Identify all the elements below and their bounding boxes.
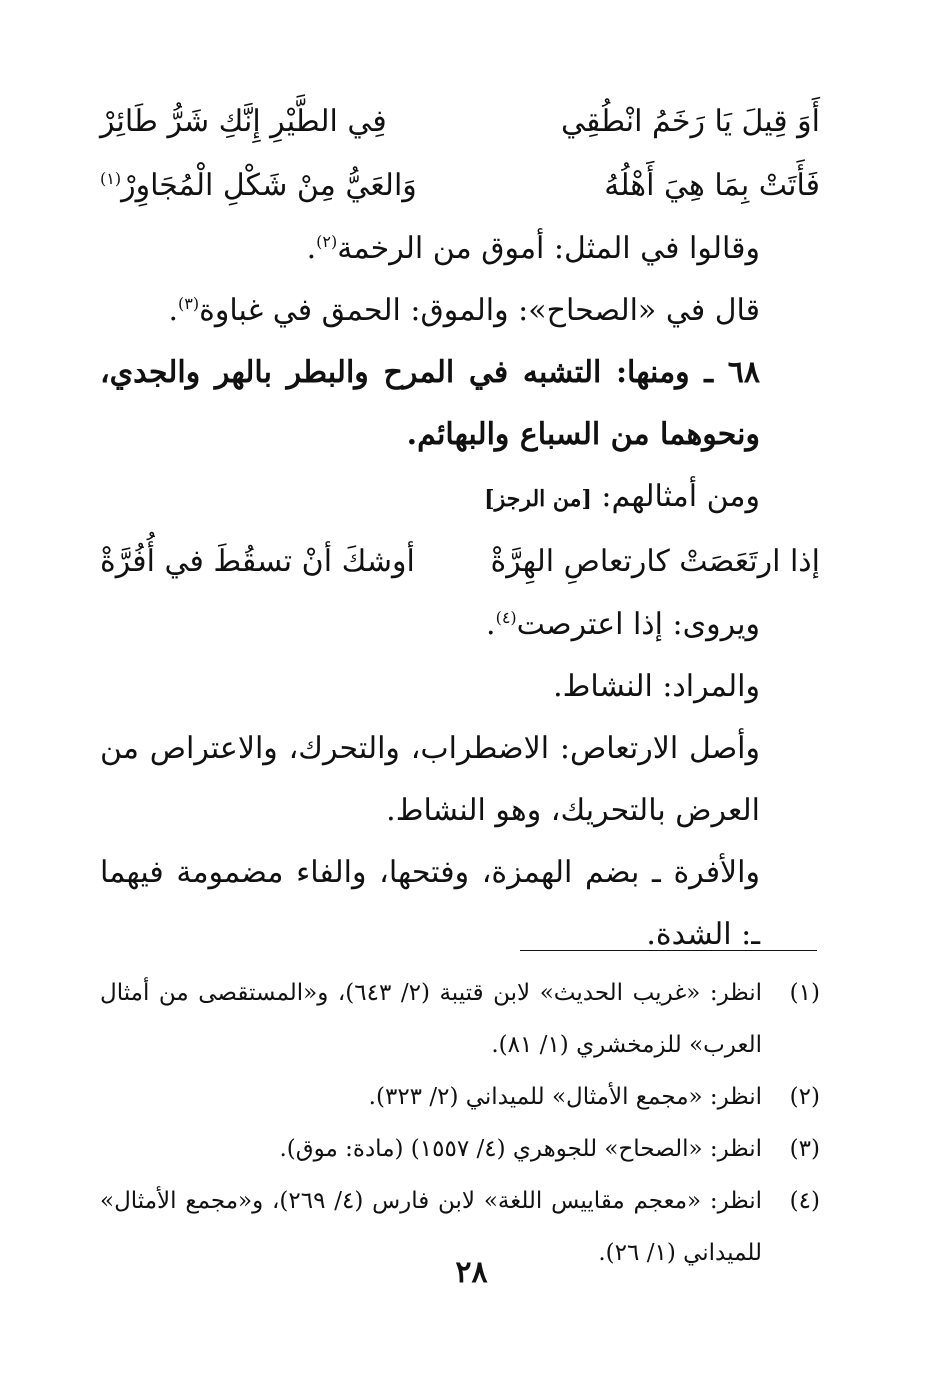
footnote-spacer [100, 935, 820, 967]
footnote-number: (٣) [789, 1136, 820, 1162]
paragraph: والأفرة ـ بضم الهمزة، وفتحها، والفاء مضمومة فيهما ـ: الشدة. [100, 855, 760, 952]
verse-first-hemistich: فَأَتَتْ بِمَا هِيَ أَهْلُهُ [604, 168, 820, 203]
footnote-text: انظر: «غريب الحديث» لابن قتيبة (٢/ ٦٤٣)، و«المستقصى من أمثال العرب» للزمخشري (١/ ٨١). [100, 980, 763, 1058]
paragraph: وأصل الارتعاص: الاضطراب، والتحرك، والاعتراص من العرض بالتحريك، وهو النشاط. [100, 731, 760, 828]
paragraph-text: ويروى: إذا اعترصت [516, 607, 760, 642]
main-text [100, 90, 820, 966]
footnote-ref[interactable]: (٤) [495, 608, 517, 627]
paragraph-text: وقالوا في المثل: أموق من الرخمة [337, 231, 760, 266]
paragraph [100, 466, 820, 530]
footnote-item [100, 967, 820, 1071]
paragraph-end: . [486, 607, 496, 642]
footnote-ref[interactable]: (١) [100, 169, 122, 188]
section-heading-paragraph: ٦٨ ـ ومنها: التشبه في المرح والبطر بالهر والجدي، ونحوهما من السباع والبهائم. [100, 355, 760, 452]
footnote-number: (٢) [789, 1084, 820, 1110]
verse-line [100, 154, 820, 218]
footnote-item [100, 1123, 820, 1175]
footnote-text: انظر: «مجمع الأمثال» للميداني (٢/ ٣٢٣). [368, 1084, 762, 1110]
paragraph-end: . [306, 231, 317, 266]
meter-tag: [من الرجز] [484, 486, 592, 512]
verse-first-hemistich: أَوَ قِيلَ يَا رَخَمُ انْطُقِي [560, 104, 820, 139]
paragraph-end: . [168, 293, 179, 328]
paragraph [100, 280, 820, 342]
footnote-number: (١) [789, 980, 820, 1006]
paragraph [100, 594, 820, 656]
paragraph [100, 218, 820, 280]
verse-line [100, 90, 820, 154]
footnote-ref[interactable]: (٣) [178, 294, 200, 313]
paragraph-text: قال في «الصحاح»: والموق: الحمق في غباوة [199, 293, 760, 328]
footnote-item [100, 1071, 820, 1123]
footnotes [100, 935, 820, 1279]
verse-line [100, 530, 820, 594]
verse-text: وَالعَيُّ مِنْ شَكْلِ الْمُجَاوِرْ [121, 168, 417, 203]
footnote-text: انظر: «الصحاح» للجوهري (٤/ ١٥٥٧) (مادة: موق). [279, 1136, 762, 1162]
footnote-number: (٤) [789, 1188, 820, 1214]
paragraph-text: ومن أمثالهم: [601, 479, 760, 514]
verse-second-hemistich [100, 154, 417, 218]
verse-second-hemistich: فِي الطَّيْرِ إِنَّكِ شَرُّ طَائِرْ [100, 104, 387, 139]
paragraph: والمراد: النشاط. [553, 669, 760, 704]
footnote-ref[interactable]: (٢) [316, 232, 338, 251]
verse-second-hemistich: أوشكَ أنْ تسقُطَ في أُفُرَّةْ [100, 544, 415, 579]
page-number: ٢٨ [455, 1255, 488, 1290]
verse-first-hemistich: إذا ارتَعَصَتْ كارتعاصِ الهِرَّةْ [490, 544, 820, 579]
footnote-text: انظر: «معجم مقاييس اللغة» لابن فارس (٤/ ٢٦٩)، و«مجمع الأمثال» للميداني (١/ ٢٦). [100, 1188, 762, 1266]
